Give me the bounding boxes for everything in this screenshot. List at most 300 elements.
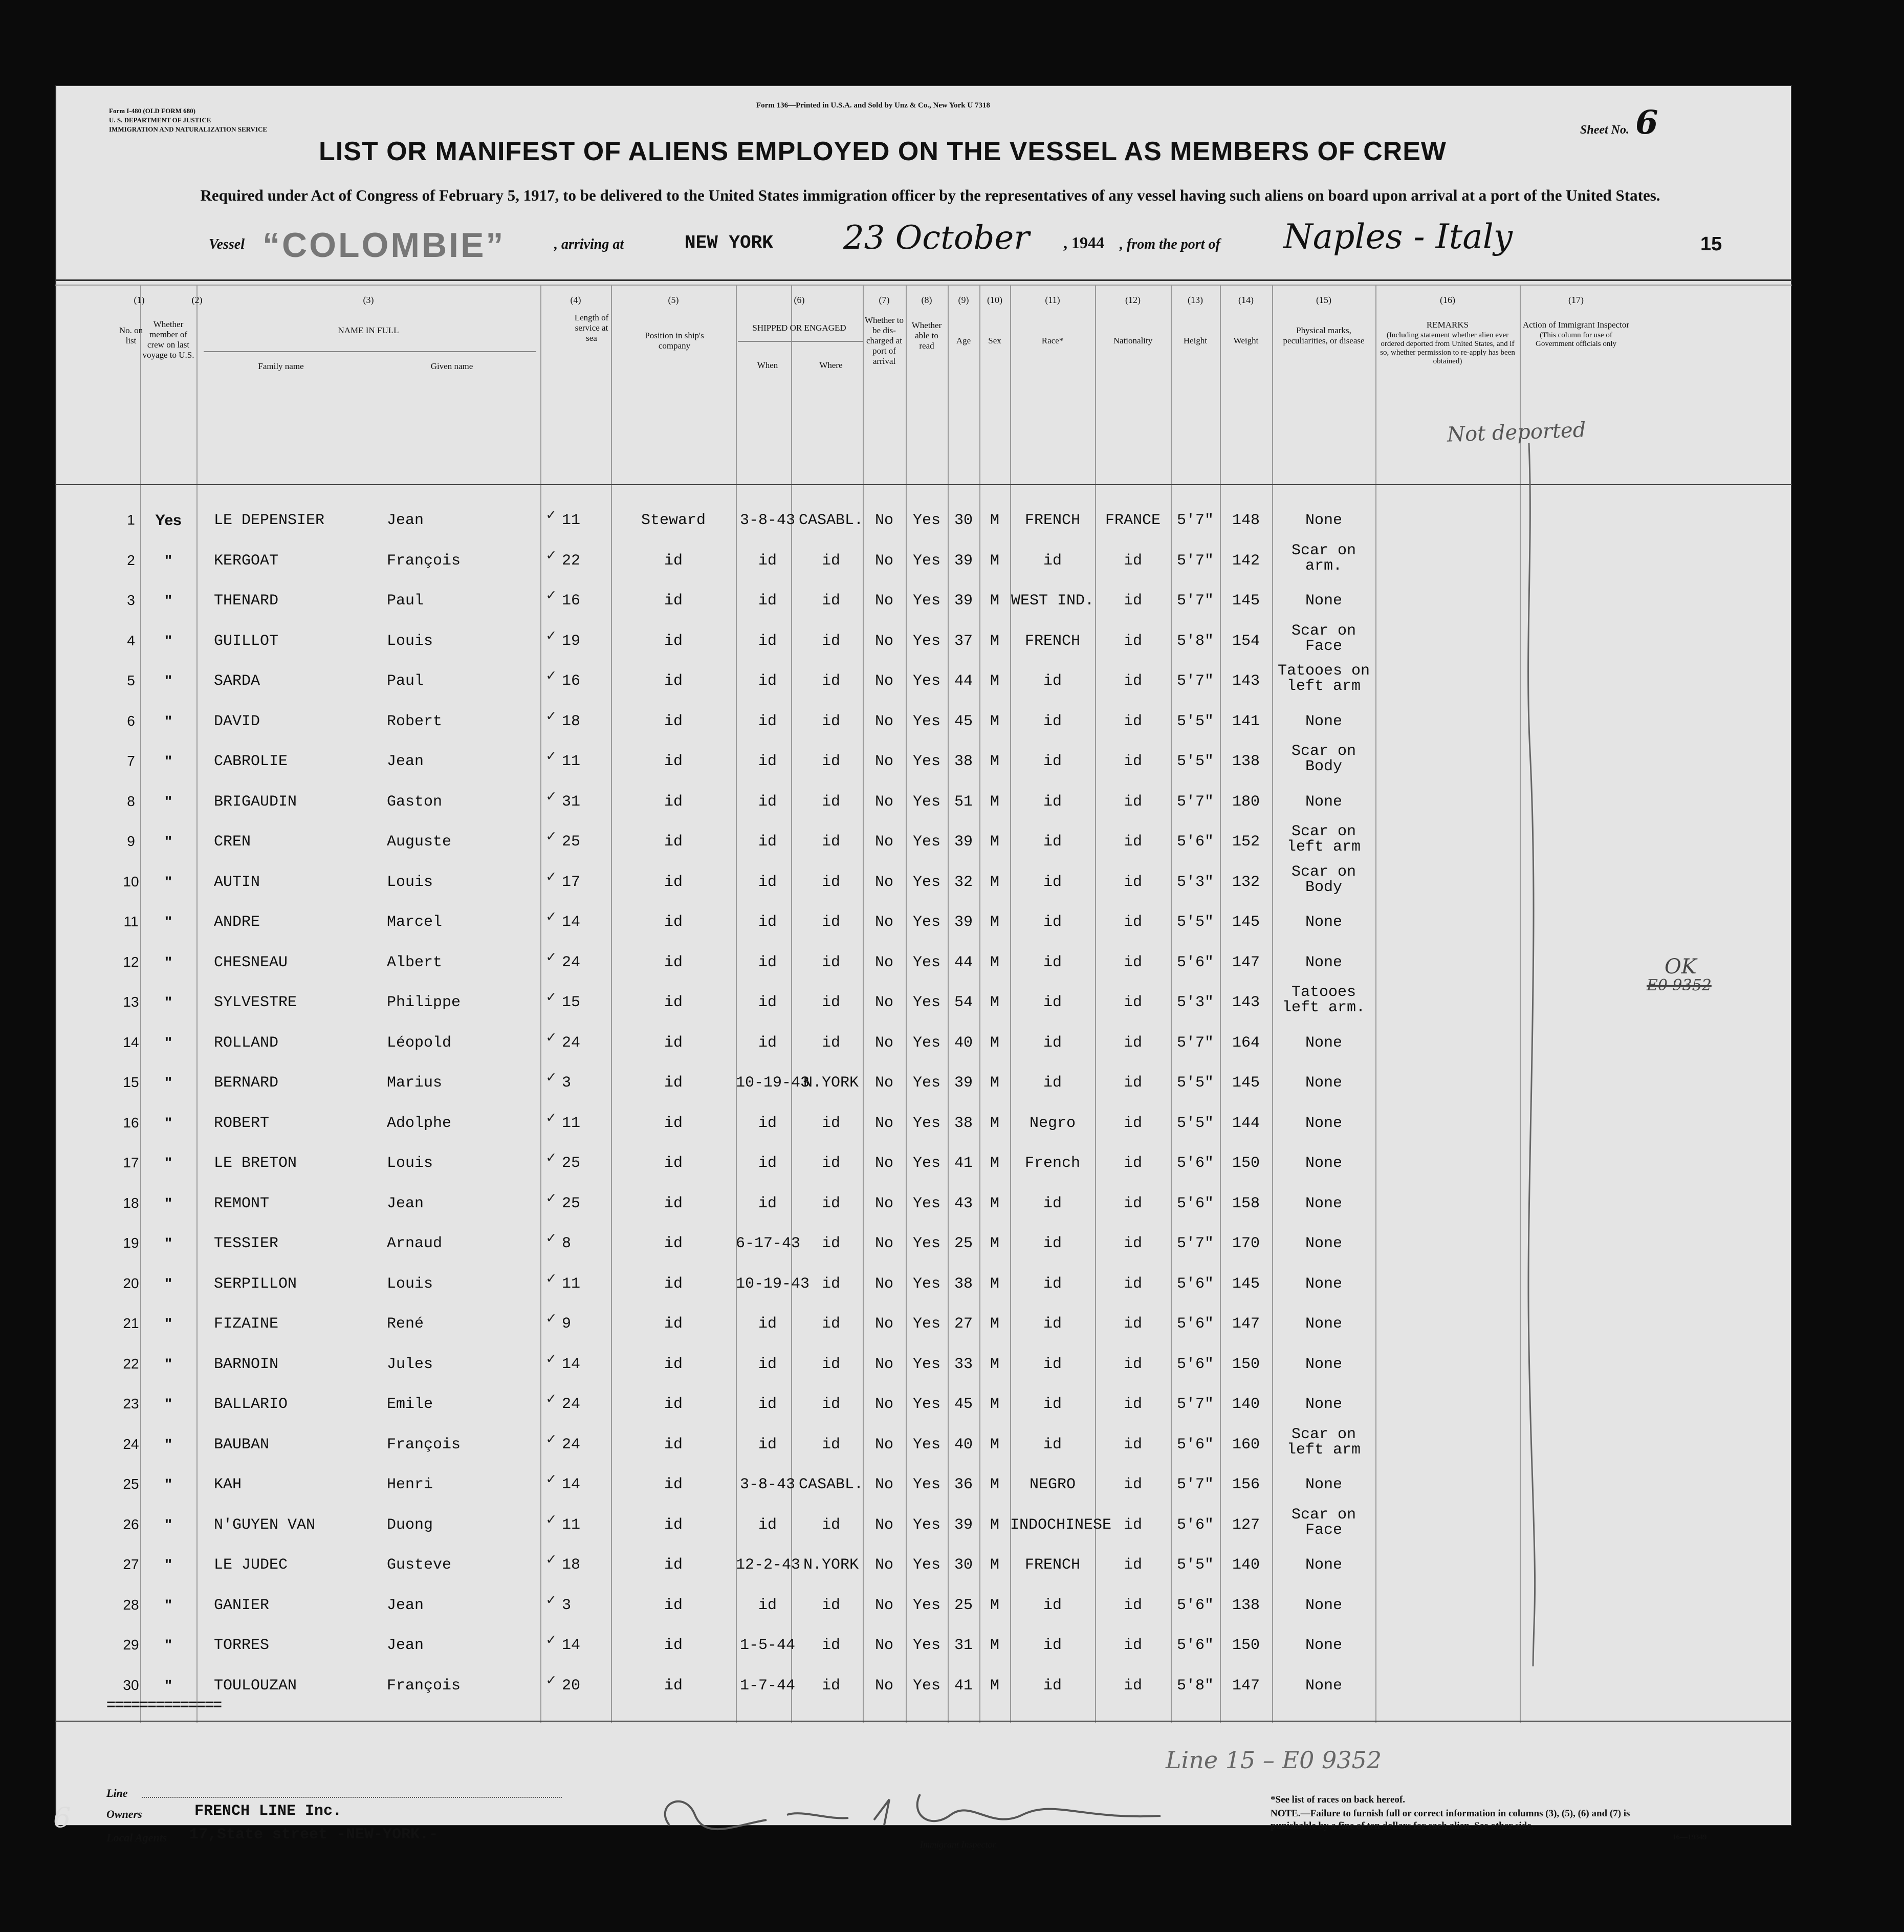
header-subtext: (This column for use of Government officials only [1535, 331, 1617, 348]
cell-position: id [664, 1275, 683, 1293]
col-num: (15) [1316, 295, 1331, 305]
cell-discharged: No [874, 1516, 893, 1534]
cell-given: Albert [387, 953, 443, 971]
marks-line1: None [1305, 1556, 1342, 1574]
cell-weight: 154 [1232, 632, 1260, 650]
col-num: (10) [987, 295, 1002, 305]
cell-when: id [758, 753, 777, 770]
cell-race: id [1043, 1315, 1062, 1333]
cell-height: 5'6" [1176, 1436, 1214, 1453]
cell-family: KERGOAT [214, 552, 279, 570]
cell-race: WEST IND. [1011, 592, 1095, 610]
cell-age: 43 [954, 1195, 973, 1212]
col-num: (11) [1045, 295, 1060, 305]
cell-marks [1272, 1155, 1375, 1172]
cell-when: id [758, 1195, 777, 1212]
cell-height: 5'7" [1176, 1476, 1214, 1493]
cell-no: 2 [127, 552, 135, 568]
cell-family: LE DEPENSIER [214, 512, 325, 529]
cell-read: Yes [912, 793, 940, 811]
cell-when: id [758, 1355, 777, 1373]
cell-family: LE JUDEC [214, 1556, 288, 1574]
cell-nationality: id [1123, 1436, 1142, 1453]
cell-where: id [821, 1436, 840, 1453]
cell-nationality: id [1123, 793, 1142, 811]
marks-line1: None [1305, 1596, 1342, 1614]
cell-where: id [821, 592, 840, 610]
cell-when: id [758, 632, 777, 650]
marks-line1: None [1305, 1476, 1342, 1493]
cell-weight: 138 [1232, 1596, 1260, 1614]
cell-age: 38 [954, 1275, 973, 1293]
cell-given: Jean [387, 512, 424, 529]
cell-given: Duong [387, 1516, 433, 1534]
cell-marks [1272, 512, 1375, 529]
checkmark-icon: ✓ [546, 1592, 556, 1610]
arriving-port: NEW YORK [685, 232, 773, 253]
cell-discharged: No [874, 953, 893, 971]
cell-sex: M [990, 1637, 999, 1654]
checkmark-icon: ✓ [546, 1311, 556, 1328]
marks-line1: None [1305, 1114, 1342, 1132]
cell-where: id [821, 1516, 840, 1534]
cell-read: Yes [912, 1034, 940, 1052]
cell-member: " [164, 712, 172, 730]
marks-line1: Scar on [1291, 823, 1356, 840]
cell-where: id [821, 914, 840, 931]
cell-no: 27 [123, 1556, 139, 1572]
cell-family: SARDA [214, 672, 260, 690]
cell-sex: M [990, 512, 999, 529]
marks-line2: left arm. [1282, 999, 1366, 1016]
cell-member: " [164, 833, 172, 850]
cell-family: SERPILLON [214, 1275, 297, 1293]
checkmark-icon: ✓ [546, 1351, 556, 1369]
cell-weight: 170 [1232, 1235, 1260, 1252]
cell-member: " [164, 1516, 172, 1533]
arriving-label: , arriving at [554, 236, 624, 252]
cell-no: 13 [123, 994, 139, 1010]
cell-nationality: id [1123, 873, 1142, 891]
marks-line1: Tatooes on [1277, 662, 1370, 680]
cell-no: 29 [123, 1637, 139, 1653]
checkmark-icon: ✓ [546, 949, 556, 967]
cell-member: Yes [155, 512, 182, 529]
cell-marks [1272, 1396, 1375, 1413]
year: , 1944 [1063, 233, 1104, 252]
cell-nationality: id [1123, 592, 1142, 610]
cell-no: 10 [123, 873, 139, 889]
cell-nationality: id [1123, 1556, 1142, 1574]
cell-age: 45 [954, 1396, 973, 1413]
cell-where: id [821, 833, 840, 851]
cell-nationality: id [1123, 1677, 1142, 1695]
marks-line2: Body [1305, 758, 1342, 775]
cell-read: Yes [912, 1074, 940, 1092]
cell-when: id [758, 914, 777, 931]
checkmark-icon: ✓ [546, 1029, 556, 1047]
cell-member: " [164, 592, 172, 609]
header-text: Race* [1041, 336, 1064, 345]
cell-read: Yes [912, 1556, 940, 1574]
cell-discharged: No [874, 994, 893, 1011]
cell-when: id [758, 592, 777, 610]
marks-line1: None [1305, 1074, 1342, 1092]
owners-value: FRENCH LINE Inc. [194, 1803, 342, 1820]
cell-weight: 152 [1232, 833, 1260, 851]
cell-discharged: No [874, 1355, 893, 1373]
cell-sex: M [990, 1516, 999, 1534]
cell-marks [1272, 1507, 1375, 1538]
cell-member: " [164, 1596, 172, 1614]
cell-weight: 140 [1232, 1556, 1260, 1574]
cell-read: Yes [912, 1275, 940, 1293]
form-id-line3: IMMIGRATION AND NATURALIZATION SERVICE [109, 125, 268, 133]
cell-age: 32 [954, 873, 973, 891]
header-text: Position in ship's company [645, 331, 704, 351]
cell-marks [1272, 1074, 1375, 1092]
cell-sex: M [990, 552, 999, 570]
marks-line1: None [1305, 1315, 1342, 1333]
cell-no: 20 [123, 1275, 139, 1291]
cell-no: 7 [127, 753, 135, 769]
cell-age: 41 [954, 1155, 973, 1172]
checkmark-icon: ✓ [546, 627, 556, 645]
cell-height: 5'6" [1176, 953, 1214, 971]
checkmark-icon: ✓ [546, 1632, 556, 1649]
cell-read: Yes [912, 1516, 940, 1534]
cell-read: Yes [912, 592, 940, 610]
cell-read: Yes [912, 1677, 940, 1695]
cell-height: 5'8" [1176, 1677, 1214, 1695]
cell-height: 5'5" [1176, 753, 1214, 770]
cell-given: Jean [387, 1195, 424, 1212]
cell-height: 5'7" [1176, 1396, 1214, 1413]
marks-line1: None [1305, 793, 1342, 811]
header-text: NAME IN FULL [338, 325, 399, 335]
cell-weight: 142 [1232, 552, 1260, 570]
cell-given: Henri [387, 1476, 433, 1493]
cell-when: id [758, 1516, 777, 1534]
cell-marks [1272, 1677, 1375, 1695]
cell-family: GUILLOT [214, 632, 279, 650]
cell-read: Yes [912, 1315, 940, 1333]
cell-when: id [758, 1034, 777, 1052]
sheet-label: Sheet No. [1580, 123, 1629, 137]
cell-race: FRENCH [1024, 512, 1081, 529]
cell-no: 18 [123, 1195, 139, 1211]
cell-read: Yes [912, 914, 940, 931]
cell-height: 5'5" [1176, 1114, 1214, 1132]
cell-where: id [821, 1637, 840, 1654]
cell-height: 5'7" [1176, 1235, 1214, 1252]
col-num: (2) [191, 295, 203, 305]
cell-member: " [164, 1637, 172, 1654]
cell-discharged: No [874, 1396, 893, 1413]
marks-line1: None [1305, 914, 1342, 931]
cell-given: Paul [387, 592, 424, 610]
cell-no: 9 [127, 833, 135, 849]
cell-height: 5'7" [1176, 592, 1214, 610]
cell-family: BRIGAUDIN [214, 793, 297, 811]
cell-read: Yes [912, 1596, 940, 1614]
cell-member: " [164, 1275, 172, 1292]
cell-when: id [758, 1596, 777, 1614]
page-count: 15 [1700, 233, 1722, 255]
cell-age: 33 [954, 1355, 973, 1373]
cell-height: 5'6" [1176, 1516, 1214, 1534]
vessel-name: “COLOMBIE” [262, 226, 506, 265]
cell-marks [1272, 1637, 1375, 1654]
cell-weight: 147 [1232, 1315, 1260, 1333]
cell-given: Auguste [387, 833, 452, 851]
cell-no: 30 [123, 1677, 139, 1693]
cell-given: François [387, 552, 461, 570]
form-code: 16—19349 [1672, 1833, 1707, 1841]
cell-member: " [164, 793, 172, 810]
cell-read: Yes [912, 552, 940, 570]
marks-line1: None [1305, 1235, 1342, 1252]
cell-family: BAUBAN [214, 1436, 270, 1453]
cell-sex: M [990, 873, 999, 891]
cell-no: 4 [127, 632, 135, 648]
marks-line1: None [1305, 1637, 1342, 1654]
cell-position: id [664, 632, 683, 650]
cell-age: 36 [954, 1476, 973, 1493]
col-num: (6) [794, 295, 805, 305]
table-bottom-rule [55, 1721, 1792, 1722]
marks-line1: Scar on [1291, 1425, 1356, 1443]
from-port: Naples - Italy [1283, 217, 1513, 256]
cell-position: id [664, 1315, 683, 1333]
cell-age: 39 [954, 1074, 973, 1092]
cell-discharged: No [874, 1436, 893, 1453]
cell-service: 14 [562, 1637, 581, 1654]
cell-member: " [164, 753, 172, 770]
cell-age: 44 [954, 672, 973, 690]
header-text: Family name [258, 361, 304, 371]
cell-service: 16 [562, 592, 581, 610]
cell-race: id [1043, 1355, 1062, 1373]
col-num: (17) [1568, 295, 1584, 305]
cell-family: DAVID [214, 712, 260, 730]
vessel-line [209, 236, 245, 253]
cell-position: id [664, 753, 683, 770]
cell-no: 26 [123, 1516, 139, 1532]
cell-sex: M [990, 632, 999, 650]
cell-position: id [664, 592, 683, 610]
cell-where: id [821, 672, 840, 690]
cell-no: 16 [123, 1114, 139, 1131]
cell-sex: M [990, 1436, 999, 1453]
cell-nationality: id [1123, 632, 1142, 650]
cell-height: 5'6" [1176, 1195, 1214, 1212]
cell-marks [1272, 1275, 1375, 1293]
cell-race: id [1043, 994, 1062, 1011]
cell-weight: 150 [1232, 1155, 1260, 1172]
cell-age: 27 [954, 1315, 973, 1333]
cell-marks [1272, 592, 1375, 610]
subtitle: Required under Act of Congress of February 5, 1917, to be delivered to the United States immigration officer by the representatives of any vessel having such aliens on board upon arrival at a port of the United States. [200, 186, 1660, 204]
cell-position: id [664, 1396, 683, 1413]
cell-service: 9 [562, 1315, 572, 1333]
cell-discharged: No [874, 1315, 893, 1333]
cell-where: id [821, 994, 840, 1011]
cell-discharged: No [874, 632, 893, 650]
cell-read: Yes [912, 1114, 940, 1132]
cell-where: id [821, 1155, 840, 1172]
arrival-date: 23 October [843, 219, 1030, 257]
cell-when: id [758, 1436, 777, 1453]
cell-nationality: id [1123, 1034, 1142, 1052]
cell-age: 30 [954, 1556, 973, 1574]
cell-race: id [1043, 712, 1062, 730]
cell-where: id [821, 793, 840, 811]
cell-nationality: id [1123, 1396, 1142, 1413]
cell-family: BARNOIN [214, 1355, 279, 1373]
cell-no: 14 [123, 1034, 139, 1050]
cell-given: François [387, 1677, 461, 1695]
col-num: (1) [134, 295, 145, 305]
cell-race: id [1043, 1195, 1062, 1212]
cell-read: Yes [912, 833, 940, 851]
cell-age: 38 [954, 753, 973, 770]
line-note: Line 15 – E0 9352 [1166, 1746, 1382, 1774]
footer-rule [142, 1797, 562, 1798]
cell-given: Louis [387, 1155, 433, 1172]
cell-family: LE BRETON [214, 1155, 297, 1172]
cell-family: THENARD [214, 592, 279, 610]
col-header-service [572, 313, 611, 507]
cell-height: 5'5" [1176, 1556, 1214, 1574]
cell-position: id [664, 1596, 683, 1614]
cell-weight: 145 [1232, 1275, 1260, 1293]
cell-service: 11 [562, 1114, 581, 1132]
cell-discharged: No [874, 1195, 893, 1212]
form-id-line2: U. S. DEPARTMENT OF JUSTICE [109, 116, 211, 124]
header-text: Length of service at sea [574, 313, 609, 343]
cell-when: 6-17-43 [736, 1235, 801, 1252]
cell-member: " [164, 1074, 172, 1091]
cell-where: N.YORK [803, 1074, 859, 1092]
cell-age: 40 [954, 1034, 973, 1052]
cell-sex: M [990, 953, 999, 971]
checkmark-icon: ✓ [546, 1110, 556, 1127]
cell-when: id [758, 1114, 777, 1132]
header-subtext: (Including statement whether alien ever ordered deported from United States, and if so, whether permission to re-apply has been obtained) [1380, 331, 1515, 365]
cell-sex: M [990, 1476, 999, 1493]
cell-when: id [758, 833, 777, 851]
col-num: (4) [570, 295, 581, 305]
cell-sex: M [990, 753, 999, 770]
cell-age: 39 [954, 833, 973, 851]
cell-when: id [758, 793, 777, 811]
cell-member: " [164, 1034, 172, 1051]
cell-marks [1272, 1597, 1375, 1614]
checkmark-icon: ✓ [546, 1270, 556, 1288]
cell-service: 14 [562, 914, 581, 931]
col-num: (9) [958, 295, 969, 305]
marks-line1: None [1305, 1034, 1342, 1052]
cell-given: Robert [387, 712, 443, 730]
cell-sex: M [990, 712, 999, 730]
cell-race: id [1043, 833, 1062, 851]
col-num: (13) [1188, 295, 1203, 305]
cell-position: Steward [641, 512, 706, 529]
cell-given: Léopold [387, 1034, 452, 1052]
cell-nationality: id [1123, 672, 1142, 690]
cell-weight: 127 [1232, 1516, 1260, 1534]
cell-sex: M [990, 1396, 999, 1413]
cell-family: FIZAINE [214, 1315, 279, 1333]
cell-given: Jean [387, 1637, 424, 1654]
cell-when: id [758, 1396, 777, 1413]
header-text: No. on list [119, 325, 143, 345]
cell-height: 5'7" [1176, 1034, 1214, 1052]
cell-given: Adolphe [387, 1114, 452, 1132]
cell-sex: M [990, 1677, 999, 1695]
col-header-position [628, 331, 720, 525]
cell-nationality: id [1123, 994, 1142, 1011]
cell-discharged: No [874, 793, 893, 811]
cell-position: id [664, 833, 683, 851]
cell-sex: M [990, 833, 999, 851]
cell-height: 5'5" [1176, 1074, 1214, 1092]
cell-marks [1272, 954, 1375, 971]
cell-service: 3 [562, 1074, 572, 1092]
cell-height: 5'6" [1176, 833, 1214, 851]
col-num: (14) [1238, 295, 1254, 305]
header-text: Whether able to read [911, 320, 942, 351]
cell-where: id [821, 753, 840, 770]
cell-discharged: No [874, 1034, 893, 1052]
cell-nationality: id [1123, 1114, 1142, 1132]
col-header-member [141, 319, 195, 514]
cell-family: N'GUYEN VAN [214, 1516, 316, 1534]
marks-line1: None [1305, 953, 1342, 971]
cell-race: NEGRO [1029, 1476, 1076, 1493]
cell-weight: 140 [1232, 1396, 1260, 1413]
cell-no: 21 [123, 1315, 139, 1331]
cell-position: id [664, 873, 683, 891]
cell-member: " [164, 953, 172, 971]
header-text: Sex [988, 336, 1001, 345]
cell-read: Yes [912, 632, 940, 650]
cell-service: 11 [562, 1275, 581, 1293]
col-header-read [907, 320, 947, 515]
cell-discharged: No [874, 1155, 893, 1172]
ok-number: E0 9352 [1647, 976, 1712, 994]
owners-label: Owners [106, 1808, 142, 1820]
form-id-line1: Form I-480 (OLD FORM 680) [109, 107, 195, 115]
cell-marks [1272, 793, 1375, 811]
cell-read: Yes [912, 1637, 940, 1654]
checkmark-icon: ✓ [546, 1672, 556, 1690]
vessel-underline [55, 279, 1792, 281]
remark-not-deported: Not deported [1447, 418, 1587, 447]
cell-family: TORRES [214, 1637, 270, 1654]
cell-nationality: id [1123, 1275, 1142, 1293]
cell-weight: 150 [1232, 1637, 1260, 1654]
checkmark-icon: ✓ [546, 748, 556, 766]
manifest-sheet [55, 85, 1792, 1850]
cell-discharged: No [874, 1637, 893, 1654]
cell-service: 25 [562, 833, 581, 851]
cell-race: id [1043, 873, 1062, 891]
cell-position: id [664, 1074, 683, 1092]
cell-given: Emile [387, 1396, 433, 1413]
cell-no: 12 [123, 953, 139, 970]
